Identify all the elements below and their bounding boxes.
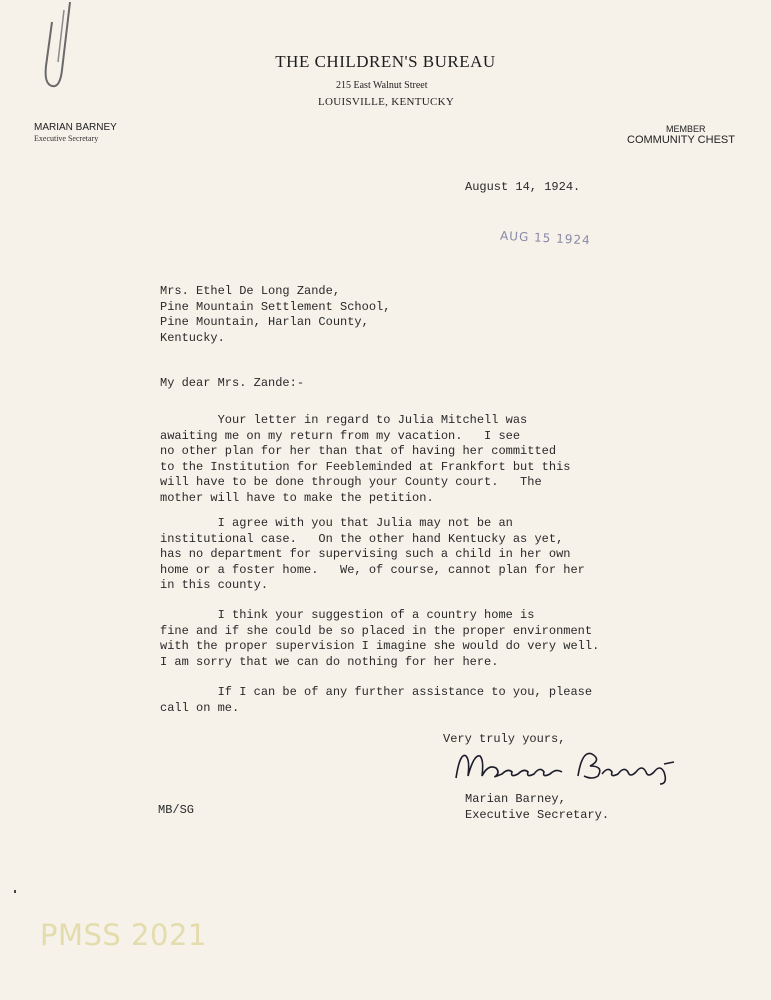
signer-block: Marian Barney, Executive Secretary. — [465, 792, 610, 822]
closing: Very truly yours, — [443, 732, 566, 746]
body-paragraph-4: If I can be of any further assistance to you, please call on me. — [160, 685, 593, 715]
recipient-address: Mrs. Ethel De Long Zande, Pine Mountain Settlement School, Pine Mountain, Harlan County, Kentucky. — [160, 284, 391, 345]
archive-watermark: PMSS 2021 — [40, 918, 207, 952]
letterhead-community-chest: COMMUNITY CHEST — [627, 134, 735, 146]
body-paragraph-1: Your letter in regard to Julia Mitchell was awaiting me on my return from my vacation. I see no other plan for her than that of having her committed to the Institution for Feebleminded at Frankfort but this will have to be done through your County court. The mother will have to make the petition. — [160, 413, 571, 505]
letterhead-title: THE CHILDREN'S BUREAU — [275, 52, 496, 71]
handwritten-signature — [452, 746, 682, 786]
paperclip-icon — [40, 0, 80, 95]
paper-speck — [14, 890, 16, 893]
received-date-stamp: AUG 15 1924 — [499, 228, 592, 248]
typist-initials: MB/SG — [158, 803, 195, 817]
salutation: My dear Mrs. Zande:- — [160, 376, 305, 390]
letterhead-city: LOUISVILLE, KENTUCKY — [318, 96, 455, 108]
letterhead-street: 215 East Walnut Street — [336, 80, 428, 91]
letter-date: August 14, 1924. — [465, 180, 581, 194]
body-paragraph-3: I think your suggestion of a country home is fine and if she could be so placed in the proper environment with the proper supervision I imagine she would do very well. I am sorry that we can do nothing for her here. — [160, 608, 600, 669]
body-paragraph-2: I agree with you that Julia may not be an institutional case. On the other hand Kentucky as yet, has no department for supervising such a child in her own home or a foster home. We, of course, cannot plan for her in this county. — [160, 516, 585, 592]
letterhead-secretary-title: Executive Secretary — [34, 134, 99, 143]
letterhead-member: MEMBER — [666, 124, 706, 134]
letterhead-secretary-name: MARIAN BARNEY — [34, 122, 117, 133]
